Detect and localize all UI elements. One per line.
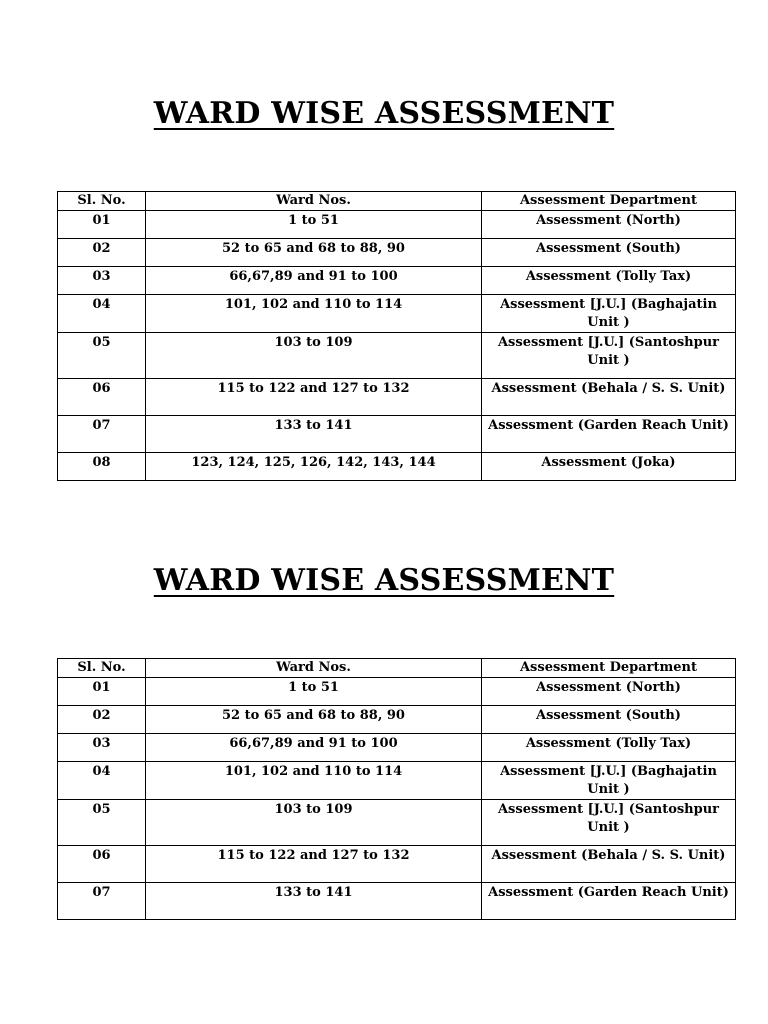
- sl-no-cell: 07: [58, 883, 146, 920]
- ward-nos-cell: 52 to 65 and 68 to 88, 90: [146, 706, 482, 734]
- table-row: [58, 734, 736, 762]
- department-cell: Assessment (Garden Reach Unit): [482, 883, 736, 920]
- table-row: [58, 800, 736, 846]
- ward-nos-cell: 52 to 65 and 68 to 88, 90: [146, 239, 482, 267]
- sl-no-cell: 04: [58, 295, 146, 333]
- table-row: [58, 379, 736, 416]
- department-cell: Assessment (Tolly Tax): [482, 267, 736, 295]
- table-row: [58, 453, 736, 481]
- ward-nos-cell: 101, 102 and 110 to 114: [146, 295, 482, 333]
- ward-nos-cell: 101, 102 and 110 to 114: [146, 762, 482, 800]
- table-row: [58, 416, 736, 453]
- ward-nos-cell: 103 to 109: [146, 333, 482, 379]
- sl-no-cell: 03: [58, 734, 146, 762]
- sl-no-cell: 08: [58, 453, 146, 481]
- ward-nos-cell: 1 to 51: [146, 678, 482, 706]
- ward-nos-cell: 123, 124, 125, 126, 142, 143, 144: [146, 453, 482, 481]
- ward-nos-cell: 133 to 141: [146, 416, 482, 453]
- column-header-ward-nos: Ward Nos.: [146, 659, 482, 678]
- ward-nos-cell: 133 to 141: [146, 883, 482, 920]
- department-cell: Assessment (South): [482, 239, 736, 267]
- department-cell: Assessment (Joka): [482, 453, 736, 481]
- department-cell: Assessment (Behala / S. S. Unit): [482, 379, 736, 416]
- ward-nos-cell: 115 to 122 and 127 to 132: [146, 846, 482, 883]
- sl-no-cell: 02: [58, 239, 146, 267]
- sl-no-cell: 03: [58, 267, 146, 295]
- sl-no-cell: 07: [58, 416, 146, 453]
- department-cell: Assessment (Behala / S. S. Unit): [482, 846, 736, 883]
- table-row: [58, 883, 736, 920]
- column-header-department: Assessment Department: [482, 659, 736, 678]
- department-cell: Assessment [J.U.] (Santoshpur Unit ): [482, 800, 736, 846]
- ward-assessment-table: [57, 658, 736, 920]
- table-row: [58, 239, 736, 267]
- ward-nos-cell: 115 to 122 and 127 to 132: [146, 379, 482, 416]
- ward-nos-cell: 66,67,89 and 91 to 100: [146, 267, 482, 295]
- department-cell: Assessment [J.U.] (Baghajatin Unit ): [482, 295, 736, 333]
- table-row: [58, 706, 736, 734]
- table-row: [58, 678, 736, 706]
- sl-no-cell: 04: [58, 762, 146, 800]
- sl-no-cell: 06: [58, 846, 146, 883]
- department-cell: Assessment (North): [482, 678, 736, 706]
- ward-assessment-table: [57, 191, 736, 481]
- page-title: WARD WISE ASSESSMENT: [153, 96, 615, 131]
- column-header-sl-no: Sl. No.: [58, 659, 146, 678]
- table-row: [58, 295, 736, 333]
- ward-nos-cell: 1 to 51: [146, 211, 482, 239]
- table-header-row: [58, 659, 736, 678]
- department-cell: Assessment (South): [482, 706, 736, 734]
- column-header-ward-nos: Ward Nos.: [146, 192, 482, 211]
- sl-no-cell: 01: [58, 211, 146, 239]
- ward-nos-cell: 66,67,89 and 91 to 100: [146, 734, 482, 762]
- department-cell: Assessment (Garden Reach Unit): [482, 416, 736, 453]
- ward-nos-cell: 103 to 109: [146, 800, 482, 846]
- sl-no-cell: 05: [58, 800, 146, 846]
- column-header-department: Assessment Department: [482, 192, 736, 211]
- column-header-sl-no: Sl. No.: [58, 192, 146, 211]
- table-header-row: [58, 192, 736, 211]
- page-title: WARD WISE ASSESSMENT: [153, 563, 615, 598]
- table-row: [58, 762, 736, 800]
- sl-no-cell: 02: [58, 706, 146, 734]
- table-row: [58, 333, 736, 379]
- table-row: [58, 846, 736, 883]
- table-row: [58, 211, 736, 239]
- department-cell: Assessment [J.U.] (Santoshpur Unit ): [482, 333, 736, 379]
- department-cell: Assessment [J.U.] (Baghajatin Unit ): [482, 762, 736, 800]
- table-row: [58, 267, 736, 295]
- department-cell: Assessment (Tolly Tax): [482, 734, 736, 762]
- sl-no-cell: 05: [58, 333, 146, 379]
- sl-no-cell: 01: [58, 678, 146, 706]
- sl-no-cell: 06: [58, 379, 146, 416]
- department-cell: Assessment (North): [482, 211, 736, 239]
